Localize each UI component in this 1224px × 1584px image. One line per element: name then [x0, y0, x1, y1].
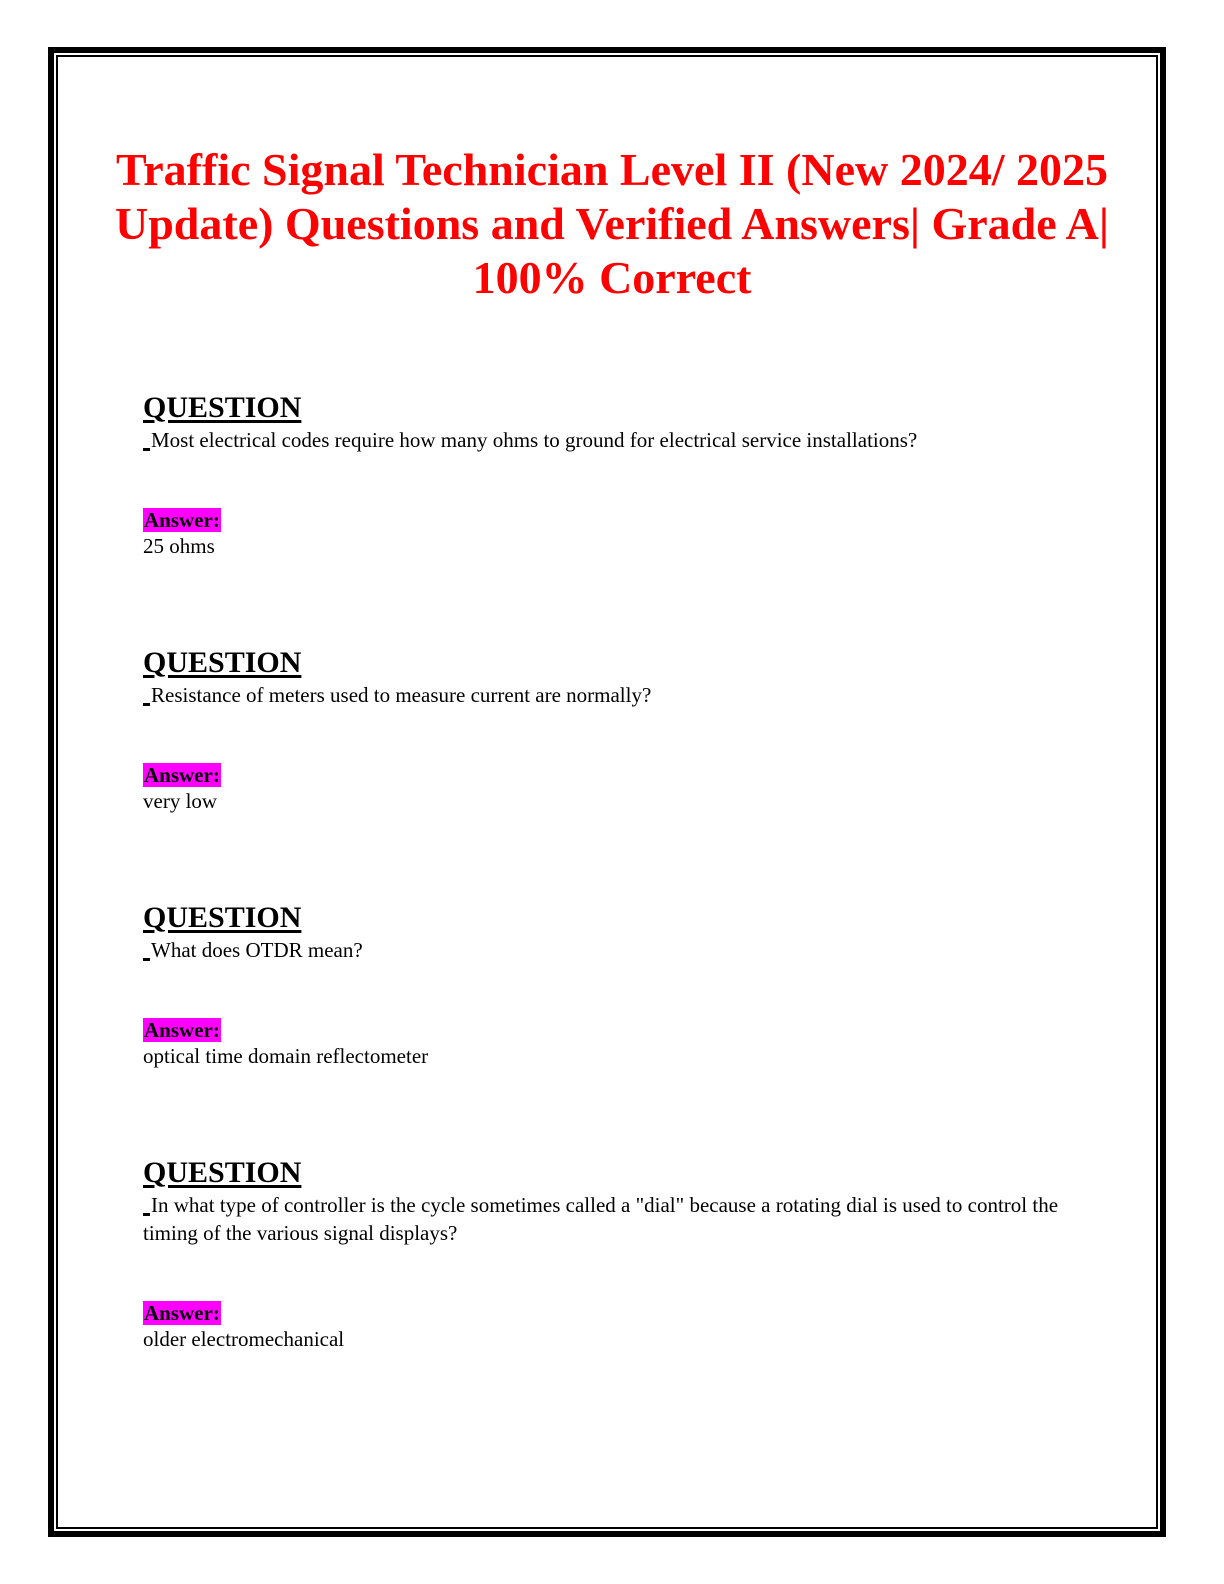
answer-text: older electromechanical — [143, 1327, 345, 1351]
document-title: Traffic Signal Technician Level II (New 2024/ 2025 Update) Questions and Verified Answers| Grade A| 100% Correct — [114, 144, 1109, 303]
qa-item — [143, 1157, 1083, 1353]
question-text: Most electrical codes require how many ohms to ground for electrical service installations? — [151, 428, 918, 452]
underscore-marker — [143, 958, 150, 961]
question-text-row — [143, 681, 1083, 709]
question-text: Resistance of meters used to measure current are normally? — [151, 683, 652, 707]
underscore-marker — [143, 448, 150, 451]
question-heading: QUESTION — [143, 391, 302, 424]
question-heading: QUESTION — [143, 646, 302, 679]
answer-label: Answer: — [144, 1301, 220, 1325]
answer-text: 25 ohms — [143, 534, 215, 558]
question-text: In what type of controller is the cycle sometimes called a "dial" because a rotating dial is used to control the timing of the various signal displays? — [143, 1193, 1059, 1245]
qa-item — [143, 902, 1083, 1070]
question-heading: QUESTION — [143, 1156, 302, 1189]
answer-label: Answer: — [144, 508, 220, 532]
question-text: What does OTDR mean? — [151, 938, 363, 962]
answer-label: Answer: — [144, 1018, 220, 1042]
underscore-marker — [143, 703, 150, 706]
qa-item — [143, 647, 1083, 815]
qa-item — [143, 392, 1083, 560]
answer-text: very low — [143, 789, 218, 813]
answer-text: optical time domain reflectometer — [143, 1044, 429, 1068]
answer-label: Answer: — [144, 763, 220, 787]
underscore-marker — [143, 1213, 150, 1216]
question-text-row — [143, 936, 1083, 964]
question-text-row — [143, 426, 1083, 454]
question-text-row — [143, 1191, 1083, 1247]
question-heading: QUESTION — [143, 901, 302, 934]
